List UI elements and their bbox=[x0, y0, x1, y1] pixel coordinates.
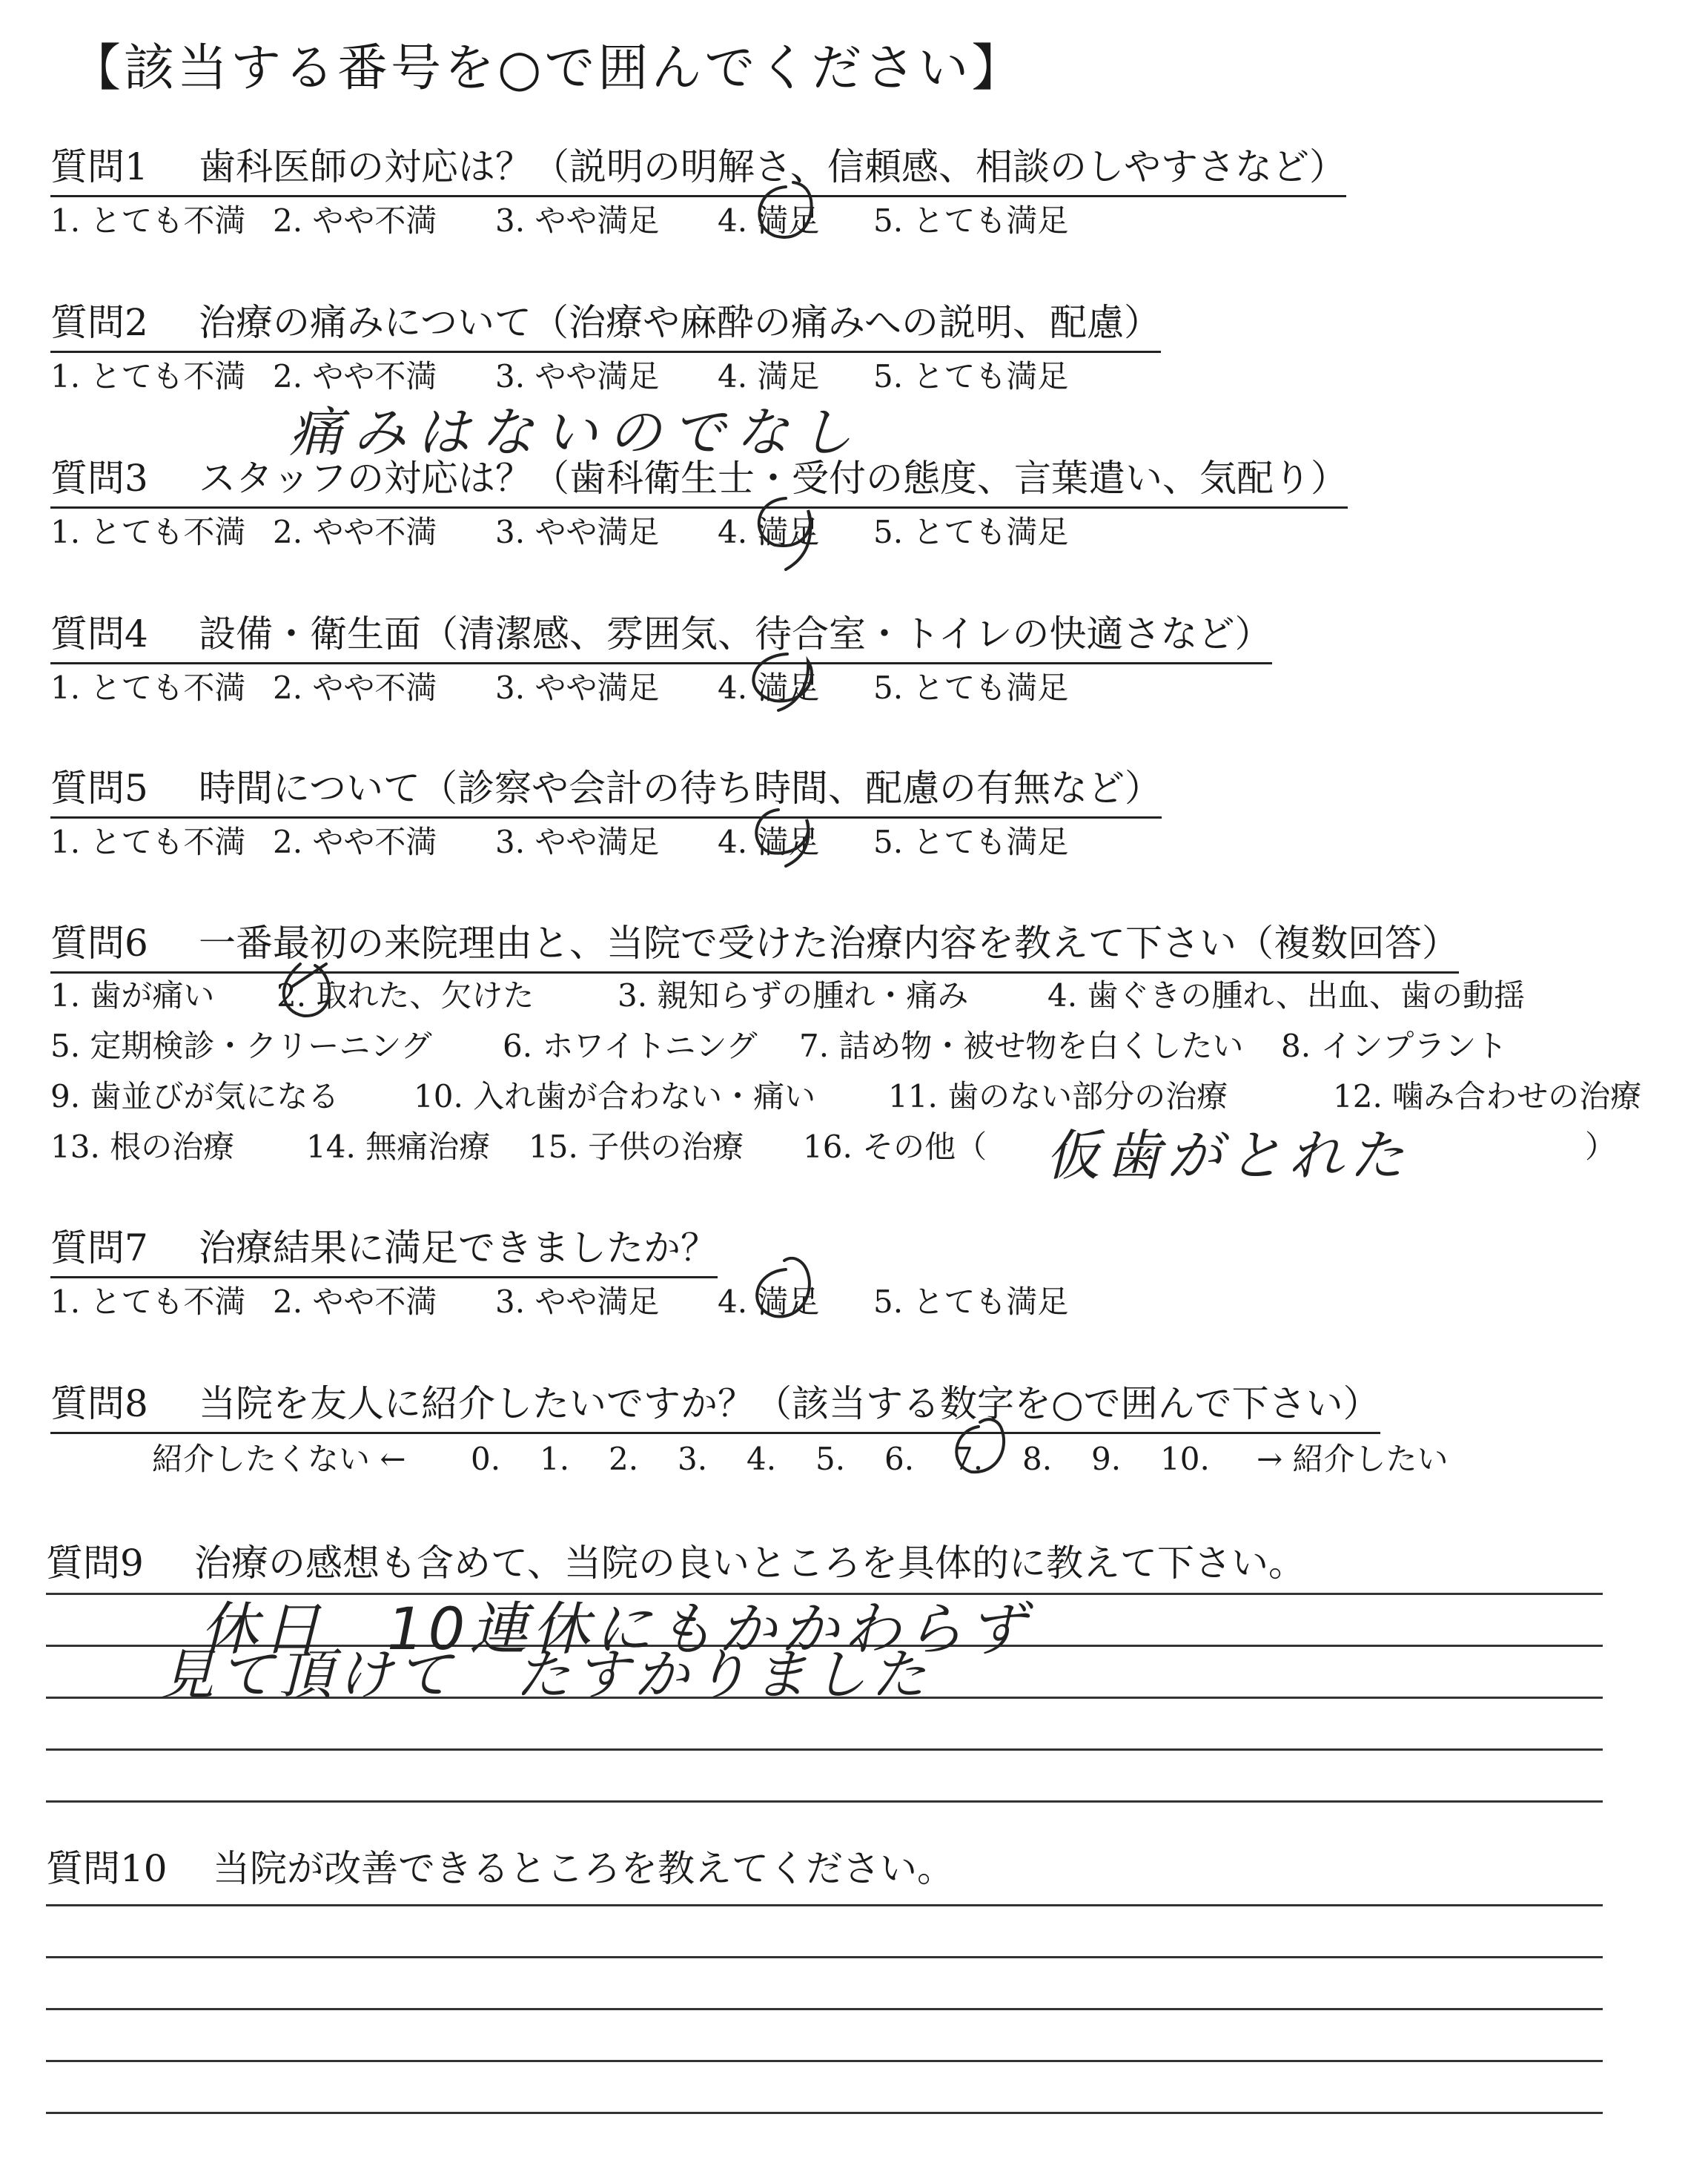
question-8-number: 質問8 bbox=[50, 1382, 148, 1425]
q5-option-2[interactable]: 2. やや不満 bbox=[273, 824, 437, 860]
question-5-text: 時間について（診察や会計の待ち時間、配慮の有無など） bbox=[199, 767, 1162, 810]
q8-left-label: 紹介したくない ← bbox=[152, 1441, 406, 1477]
q1-option-1[interactable]: 1. とても不満 bbox=[50, 202, 246, 239]
question-5-number: 質問5 bbox=[50, 767, 148, 810]
q6-option-15[interactable]: 15. 子供の治療 bbox=[529, 1129, 744, 1165]
q8-option-8[interactable]: 8. bbox=[1022, 1441, 1053, 1477]
q6-option-6[interactable]: 6. ホワイトニング bbox=[503, 1028, 758, 1064]
q4-selection-circle bbox=[753, 654, 812, 710]
q4-option-2[interactable]: 2. やや不満 bbox=[273, 670, 437, 706]
q6-other-close-paren: ） bbox=[1585, 1129, 1617, 1165]
question-4-text: 設備・衛生面（清潔感、雰囲気、待合室・トイレの快適さなど） bbox=[199, 612, 1272, 655]
q4-option-5[interactable]: 5. とても満足 bbox=[873, 670, 1069, 706]
q6-option-4[interactable]: 4. 歯ぐきの腫れ、出血、歯の動揺 bbox=[1047, 977, 1525, 1014]
q6-option-10[interactable]: 10. 入れ歯が合わない・痛い bbox=[414, 1078, 816, 1114]
q2-handwritten-note: 痛みはないのでなし bbox=[289, 401, 864, 463]
q8-option-3[interactable]: 3. bbox=[678, 1441, 708, 1477]
form-instruction-header: 【該当する番号を○で囲んでください】 bbox=[70, 39, 1025, 98]
q6-option-9[interactable]: 9. 歯並びが気になる bbox=[50, 1078, 340, 1114]
q6-option-14[interactable]: 14. 無痛治療 bbox=[306, 1129, 491, 1165]
q6-option-11[interactable]: 11. 歯のない部分の治療 bbox=[888, 1078, 1228, 1114]
question-2-text: 治療の痛みについて（治療や麻酔の痛みへの説明、配慮） bbox=[199, 301, 1161, 344]
question-10-text: 当院が改善できるところを教えてください。 bbox=[213, 1847, 954, 1890]
q8-option-9[interactable]: 9. bbox=[1091, 1441, 1122, 1477]
q7-option-4[interactable]: 4. 満足 bbox=[718, 1284, 820, 1320]
q2-option-5[interactable]: 5. とても満足 bbox=[873, 358, 1069, 394]
q3-option-5[interactable]: 5. とても満足 bbox=[873, 514, 1069, 550]
q8-option-7[interactable]: 7. bbox=[953, 1441, 984, 1477]
q8-option-0[interactable]: 0. bbox=[471, 1441, 501, 1477]
question-8-text: 当院を友人に紹介したいですか？（該当する数字を○で囲んで下さい） bbox=[199, 1382, 1380, 1425]
question-2-number: 質問2 bbox=[50, 301, 148, 344]
q7-option-1[interactable]: 1. とても不満 bbox=[50, 1284, 246, 1320]
q6-option-7[interactable]: 7. 詰め物・被せ物を白くしたい bbox=[799, 1028, 1244, 1064]
q1-selection-circle bbox=[759, 182, 811, 237]
q6-selection-circle bbox=[284, 964, 329, 1016]
question-10-number: 質問10 bbox=[46, 1847, 168, 1890]
q7-option-3[interactable]: 3. やや満足 bbox=[495, 1284, 660, 1320]
q4-option-4[interactable]: 4. 満足 bbox=[718, 670, 820, 706]
question-3-number: 質問3 bbox=[50, 457, 148, 500]
q8-option-1[interactable]: 1. bbox=[540, 1441, 570, 1477]
question-6-text: 一番最初の来院理由と、当院で受けた治療内容を教えて下さい（複数回答） bbox=[199, 922, 1459, 965]
q6-other-handwritten[interactable]: 仮歯がとれた bbox=[1045, 1124, 1410, 1188]
question-3-text: スタッフの対応は？（歯科衛生士・受付の態度、言葉遣い、気配り） bbox=[199, 457, 1348, 500]
q7-selection-circle bbox=[757, 1258, 810, 1317]
q6-option-3[interactable]: 3. 親知らずの腫れ・痛み bbox=[618, 977, 969, 1014]
q9-handwritten-line-1[interactable]: 休日 10連休にもかかわらず bbox=[200, 1596, 1030, 1663]
q6-option-13[interactable]: 13. 根の治療 bbox=[50, 1129, 235, 1165]
q2-option-3[interactable]: 3. やや満足 bbox=[495, 358, 660, 394]
question-9-text: 治療の感想も含めて、当院の良いところを具体的に教えて下さい。 bbox=[194, 1542, 1305, 1585]
q4-option-3[interactable]: 3. やや満足 bbox=[495, 670, 660, 706]
q9-handwritten-line-2[interactable]: 見て頂けて たすかりました bbox=[159, 1643, 930, 1707]
q8-option-10[interactable]: 10. bbox=[1160, 1441, 1210, 1477]
question-9-number: 質問9 bbox=[46, 1542, 144, 1585]
q3-option-2[interactable]: 2. やや不満 bbox=[273, 514, 437, 550]
q2-option-4[interactable]: 4. 満足 bbox=[718, 358, 820, 394]
q5-selection-circle bbox=[756, 810, 808, 866]
q2-option-1[interactable]: 1. とても不満 bbox=[50, 358, 246, 394]
q6-option-1[interactable]: 1. 歯が痛い bbox=[50, 977, 215, 1014]
q6-option-8[interactable]: 8. インプラント bbox=[1281, 1028, 1508, 1064]
q7-option-5[interactable]: 5. とても満足 bbox=[873, 1284, 1069, 1320]
q4-option-1[interactable]: 1. とても不満 bbox=[50, 670, 246, 706]
q8-selection-circle bbox=[956, 1419, 1004, 1472]
q8-option-6[interactable]: 6. bbox=[884, 1441, 915, 1477]
q8-option-2[interactable]: 2. bbox=[609, 1441, 639, 1477]
q2-option-2[interactable]: 2. やや不満 bbox=[273, 358, 437, 394]
q6-option-5[interactable]: 5. 定期検診・クリーニング bbox=[50, 1028, 432, 1064]
question-7-number: 質問7 bbox=[50, 1226, 148, 1269]
q7-option-2[interactable]: 2. やや不満 bbox=[273, 1284, 437, 1320]
q8-option-5[interactable]: 5. bbox=[815, 1441, 846, 1477]
q5-option-4[interactable]: 4. 満足 bbox=[718, 824, 820, 860]
q3-option-1[interactable]: 1. とても不満 bbox=[50, 514, 246, 550]
q1-option-5[interactable]: 5. とても満足 bbox=[873, 202, 1069, 239]
question-7-text: 治療結果に満足できましたか？ bbox=[199, 1226, 718, 1269]
q3-option-3[interactable]: 3. やや満足 bbox=[495, 514, 660, 550]
q5-option-5[interactable]: 5. とても満足 bbox=[873, 824, 1069, 860]
q6-option-2[interactable]: 2. 取れた、欠けた bbox=[277, 977, 534, 1014]
q3-option-4[interactable]: 4. 満足 bbox=[718, 514, 820, 550]
q8-right-label: → 紹介したい bbox=[1257, 1441, 1449, 1477]
q8-option-4[interactable]: 4. bbox=[747, 1441, 777, 1477]
q6-option-12[interactable]: 12. 噛み合わせの治療 bbox=[1333, 1078, 1642, 1114]
q3-selection-circle bbox=[759, 498, 810, 569]
question-6-number: 質問6 bbox=[50, 922, 148, 965]
question-1-text: 歯科医師の対応は？（説明の明解さ、信頼感、相談のしやすさなど） bbox=[199, 145, 1346, 188]
q1-option-3[interactable]: 3. やや満足 bbox=[495, 202, 660, 239]
question-1-number: 質問1 bbox=[50, 145, 148, 188]
question-4-number: 質問4 bbox=[50, 612, 148, 655]
q1-option-4[interactable]: 4. 満足 bbox=[718, 202, 820, 239]
q6-option-16[interactable]: 16. その他（ bbox=[803, 1129, 987, 1165]
q5-option-3[interactable]: 3. やや満足 bbox=[495, 824, 660, 860]
q5-option-1[interactable]: 1. とても不満 bbox=[50, 824, 246, 860]
q1-option-2[interactable]: 2. やや不満 bbox=[273, 202, 437, 239]
